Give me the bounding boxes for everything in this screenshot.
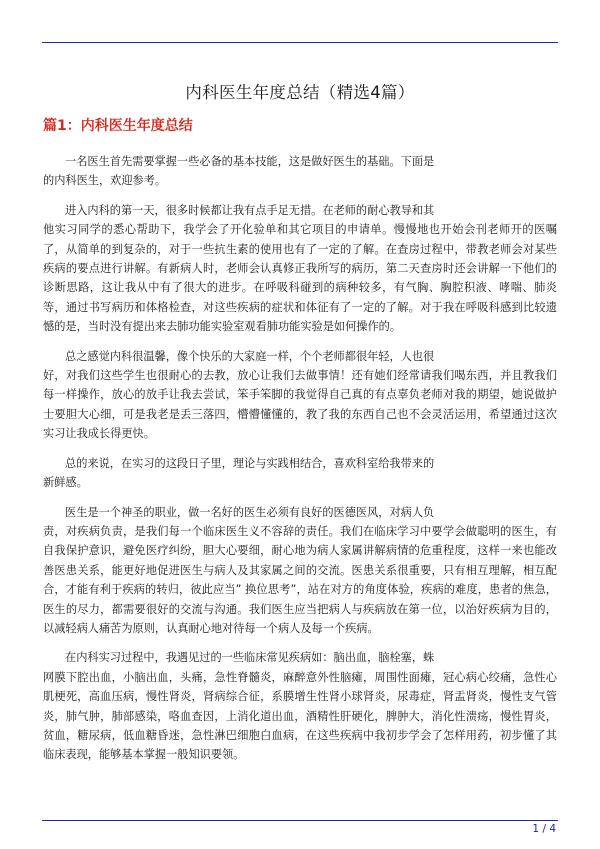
bottom-rule	[42, 820, 558, 821]
section-heading: 篇1：内科医生年度总结	[43, 118, 193, 134]
paragraph-2: 进入内科的第一天，很多时候都让我有点手足无措。在老师的耐心教导和其 他实习同学的悉心帮助下，我学会了开化验单和其它项目的申请单。慢慢地也开始会刊老师开的医嘱了，从简单的到复杂的，对于一些抗生素的使用也有了一定的了解。在查房过程中，带教老师会对某些疾病的要点进行讲解。有新病人时，老师会认真修正我所写的病历，第二天查房时还会讲解一下他们的诊断思路，这让我从中有了很大的进步。在呼吸科碰到的病种较多，有气胸、胸腔积液、哮喘、肺炎等，通过书写病历和体格检查，对这些疾病的症状和体征有了一定的了解。对于我在呼吸科感到比较遗憾的是，当时没有提出来去肺功能实验室观看肺功能实验是如何操作的。	[43, 203, 557, 334]
paragraph-6: 在内科实习过程中，我遇见过的一些临床常见疾病如：脑出血，脑栓塞，蛛 网膜下腔出血，小脑出血，头痛，急性脊髓炎，麻醉意外性脑瘫，周围性面瘫，冠心病心绞痛，急性心肌梗死，高血压病，慢性肾炎，肾病综合征，系膜增生性肾小球肾炎，尿毒症，肾盂肾炎，慢性支气管炎，肺气肿，肺部感染，咯血查因，上消化道出血，酒精性肝硬化，脾肿大，消化性溃疡，慢性胃炎，贫血，糖尿病，低血糖昏迷，急性淋巴细胞白血病，在这些疾病中我初步学会了怎样用药，初步懂了其临床表现，能够基本掌握一般知识要领。	[43, 651, 557, 762]
paragraph-5: 医生是一个神圣的职业，做一名好的医生必须有良好的医德医风，对病人负 责，对疾病负责，是我们每一个临床医生义不容辞的责任。我们在临床学习中要学会做聪明的医生，有自我保护意识，避免医疗纠纷，胆大心要细，耐心地为病人家属讲解病情的危重程度，这样一来也能改善医患关系，能更好地促进医生与病人及其家属之间的交流。医患关系很重要，只有相互理解，相互配合，才能有利于疾病的转归，彼此应当” 换位思考”，站在对方的角度体验，疾病的难度，患者的焦急，医生的尽力，都需要很好的交流与沟通。我们医生应当把病人与疾病放在第一位，以治好疾病为目的，以减轻病人痛苦为原则，认真耐心地对待每一个病人及每一个疾病。	[43, 505, 557, 635]
document-title: 内科医生年度总结（精选4篇）	[185, 83, 415, 102]
document-body	[43, 152, 557, 775]
page-indicator: 1 / 4	[532, 823, 556, 835]
paragraph-1: 一名医生首先需要掌握一些必备的基本技能，这是做好医生的基础。下面是 的内科医生，欢迎参考。	[43, 155, 435, 188]
paragraph-4: 总的来说，在实习的这段日子里，理论与实践相结合，喜欢科室给我带来的 新鲜感。	[43, 456, 435, 490]
top-rule	[42, 42, 558, 43]
paragraph-3: 总之感觉内科很温馨，像个快乐的大家庭一样，个个老师都很年轻，人也很 好，对我们这些学生也很耐心的去教，放心让我们去做事情！还有她们经常请我们喝东西，并且教我们每一样操作，放心的放手让我去尝试，笨手笨脚的我觉得自己真的有点辜负老师对我的期望，她说做护士要胆大心细，可是我老是丢三落四，懵懵懂懂的，教了我的东西自己也不会灵活运用，希望通过这次实习让我成长得更快。	[43, 349, 557, 441]
